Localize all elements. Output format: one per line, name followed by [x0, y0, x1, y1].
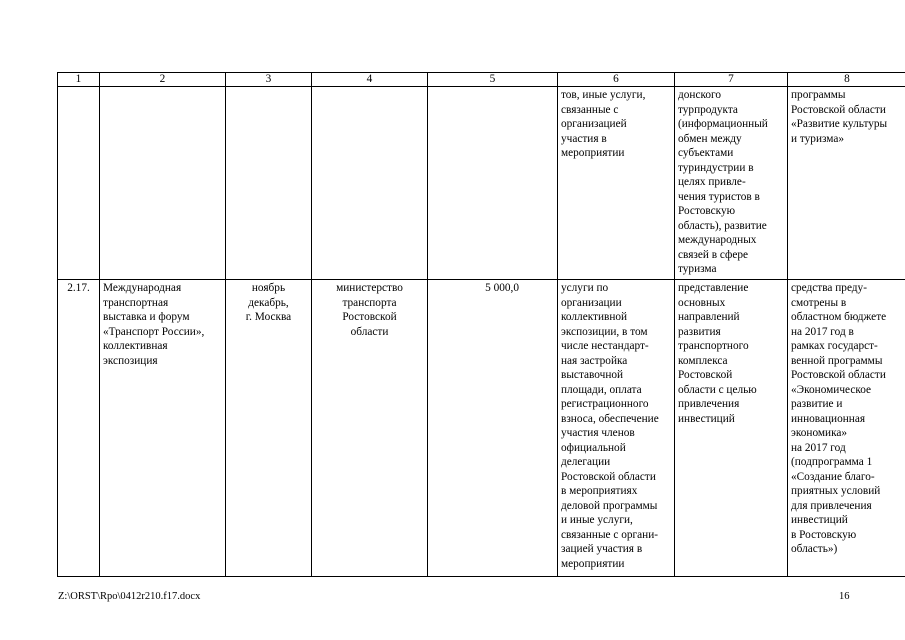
- cell-text-line: представление: [678, 282, 749, 294]
- cell-text-line: венной программы: [791, 354, 883, 367]
- col-header-1: 1: [58, 73, 100, 87]
- cell-text-line: инновационная: [791, 412, 866, 425]
- cell-text-line: (информационный: [678, 118, 768, 130]
- cell-funding: [788, 280, 905, 577]
- cell-text-line: и туризма»: [791, 132, 845, 145]
- cell-text-line: туриндустрии в: [678, 161, 754, 174]
- cell-text-line: международных: [678, 234, 757, 246]
- cell-text-line: транспортного: [678, 340, 749, 352]
- cell-text-line: для привлечения: [791, 499, 872, 512]
- cell-text-line: экспозиции, в том: [561, 325, 648, 338]
- cell-text-line: в Ростовскую: [791, 528, 857, 541]
- cell-text-line: зацией участия в: [561, 543, 643, 555]
- col-header-3: 3: [226, 73, 312, 87]
- cell-funding: [788, 87, 905, 280]
- cell-text-line: средства преду-: [791, 282, 867, 294]
- cell-text-line: Международная: [103, 282, 182, 294]
- table-row-2-17: [58, 280, 905, 577]
- cell-text-line: ная застройка: [561, 354, 628, 367]
- cell-text-line: рамках государст-: [791, 340, 878, 352]
- cell-text-line: области: [350, 325, 389, 338]
- cell-text-line: 5 000,0: [485, 282, 519, 294]
- cell-text-line: на 2017 год: [791, 441, 846, 454]
- cell-text-line: экономика»: [791, 427, 848, 439]
- cell-text-line: коллективная: [103, 340, 168, 352]
- header-row: [58, 73, 905, 87]
- cell-text-line: экспозиция: [103, 354, 158, 367]
- cell-text-line: донского: [678, 89, 722, 101]
- cell-text-line: смотрены в: [791, 296, 847, 309]
- cell-goal: [675, 87, 788, 280]
- cell-text-line: Ростовской: [678, 369, 733, 381]
- cell-responsible: [312, 280, 428, 577]
- cell-text-line: ноябрь: [251, 282, 286, 294]
- cell-amount: [428, 87, 558, 280]
- cell-goal: [675, 280, 788, 577]
- cell-text-line: развития: [678, 325, 721, 338]
- cell-text-line: выставочной: [561, 369, 624, 381]
- cell-text-line: «Создание благо-: [791, 470, 875, 483]
- col-header-8: 8: [788, 73, 905, 87]
- cell-text-line: мероприятии: [561, 147, 625, 159]
- cell-text-line: выставка и форум: [103, 311, 190, 323]
- cell-text-line: транспорта: [342, 296, 397, 309]
- col-header-2: 2: [100, 73, 226, 87]
- cell-text-line: Ростовской области: [561, 470, 656, 483]
- cell-number: [58, 280, 100, 577]
- cell-text-line: декабрь,: [248, 296, 289, 309]
- cell-event-name: [100, 87, 226, 280]
- cell-text-line: тов, иные услуги,: [561, 89, 646, 101]
- cell-services: [558, 280, 675, 577]
- cell-text-line: развитие и: [791, 398, 843, 410]
- cell-text-line: организации: [561, 296, 622, 309]
- cell-text-line: министерство: [336, 282, 403, 294]
- cell-text-line: регистрационного: [561, 398, 649, 410]
- cell-text-line: числе нестандарт-: [561, 340, 649, 352]
- cell-text-line: область»): [791, 543, 838, 555]
- cell-text-line: (подпрограмма 1: [791, 456, 873, 468]
- cell-text-line: связанные с: [561, 103, 619, 116]
- footer-file-path: Z:\ORST\Rpo\0412r210.f17.docx: [58, 591, 201, 602]
- cell-text-line: Ростовской области: [791, 369, 886, 381]
- cell-text-line: коллективной: [561, 311, 628, 323]
- cell-event-name: [100, 280, 226, 577]
- cell-text-line: приятных условий: [791, 485, 881, 497]
- cell-text-line: области с целью: [678, 383, 757, 396]
- cell-text-line: обмен между: [678, 132, 742, 145]
- cell-text-line: «Транспорт России»,: [103, 325, 205, 338]
- cell-text-line: организацией: [561, 118, 627, 130]
- cell-text-line: транспортная: [103, 296, 169, 309]
- program-table: [57, 72, 905, 577]
- cell-text-line: туризма: [678, 263, 717, 275]
- cell-text-line: Ростовской области: [791, 103, 886, 116]
- footer-page-number: 16: [839, 591, 850, 602]
- cell-text-line: 2.17.: [67, 282, 90, 294]
- cell-text-line: и иные услуги,: [561, 514, 633, 526]
- col-header-5: 5: [428, 73, 558, 87]
- cell-date-place: [226, 280, 312, 577]
- cell-text-line: турпродукта: [678, 103, 738, 116]
- cell-text-line: в мероприятиях: [561, 485, 638, 497]
- cell-text-line: делегации: [561, 456, 611, 468]
- cell-text-line: связей в сфере: [678, 248, 749, 261]
- cell-text-line: площади, оплата: [561, 383, 642, 396]
- col-header-4: 4: [312, 73, 428, 87]
- table-row-continuation: [58, 87, 905, 280]
- cell-date-place: [226, 87, 312, 280]
- col-header-6: 6: [558, 73, 675, 87]
- cell-amount: [428, 280, 558, 577]
- cell-text-line: участия в: [561, 132, 607, 145]
- cell-text-line: участия членов: [561, 427, 635, 439]
- cell-text-line: целях привле-: [678, 176, 746, 188]
- cell-text-line: субъектами: [678, 147, 734, 159]
- cell-number: [58, 87, 100, 280]
- cell-text-line: деловой программы: [561, 499, 658, 512]
- cell-text-line: официальной: [561, 441, 626, 454]
- cell-text-line: на 2017 год в: [791, 325, 854, 338]
- cell-text-line: «Развитие культуры: [791, 118, 888, 130]
- cell-services: [558, 87, 675, 280]
- cell-text-line: «Экономическое: [791, 383, 872, 396]
- cell-text-line: чения туристов в: [678, 190, 760, 203]
- cell-text-line: областном бюджете: [791, 311, 887, 323]
- cell-text-line: Ростовскую: [678, 205, 736, 217]
- cell-text-line: услуги по: [561, 282, 609, 294]
- cell-text-line: основных: [678, 296, 726, 309]
- cell-text-line: комплекса: [678, 354, 728, 367]
- cell-text-line: программы: [791, 89, 846, 101]
- cell-text-line: привлечения: [678, 398, 740, 410]
- cell-text-line: взноса, обеспечение: [561, 412, 659, 425]
- cell-responsible: [312, 87, 428, 280]
- cell-text-line: связанные с органи-: [561, 528, 659, 541]
- cell-text-line: Ростовской: [342, 311, 397, 323]
- col-header-7: 7: [675, 73, 788, 87]
- cell-text-line: г. Москва: [245, 311, 292, 323]
- cell-text-line: область), развитие: [678, 219, 767, 232]
- cell-text-line: инвестиций: [791, 514, 848, 526]
- cell-text-line: инвестиций: [678, 412, 735, 425]
- cell-text-line: мероприятии: [561, 557, 625, 570]
- cell-text-line: направлений: [678, 311, 740, 323]
